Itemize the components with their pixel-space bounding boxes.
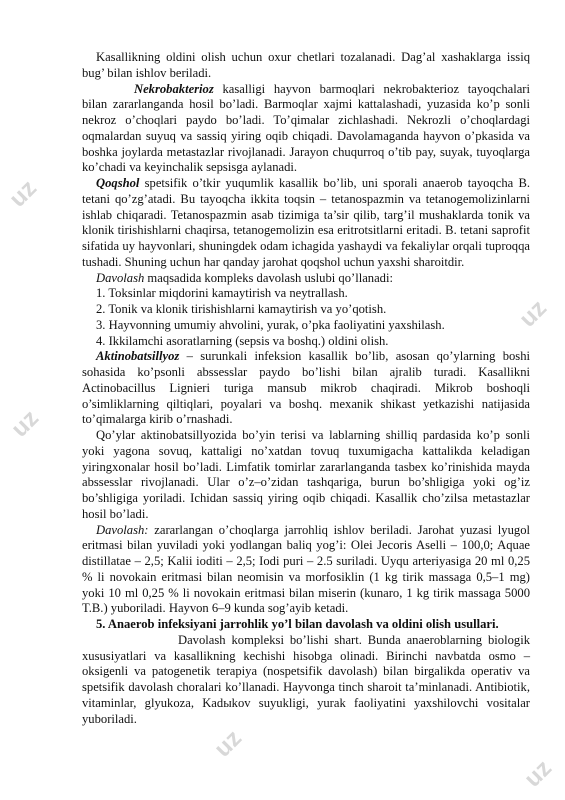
watermark: uz [519,754,557,793]
document-page [82,50,530,727]
term: Davolash [96,270,145,285]
term: Aktinobatsillyoz [96,349,180,364]
paragraph: Kasallikning oldini olish uchun oxur chetlari tozalanadi. Dag’al xashaklarga issiq bug’ bilan ishlov beriladi. [82,50,530,80]
paragraph-text: – surunkali infeksion kasallik bo’lib, asosan qo’ylarning boshi sohasida ko’psonli abssesslar paydo bo’lishi bilan ajralib turadi. Kasallikni Actinobacillus Lignieri turiga mansub mikrob chaqiradi. Mikrob boshoqli o’simliklarning qiltiqlari, poyalari va boshq. mexanik shikast yetkazishi natijasida to’qimalarga kirib o’rnashadi. [82,349,530,427]
watermark: uz [4,174,42,213]
paragraph-text: zararlangan o’choqlarga jarrohliq ishlov beriladi. Jarohat yuzasi lyugol eritmasi bilan yuviladi yoki yodlangan baliq yog’i: Olei Jecoris Aselli – 100,0; Aquae distillatae – 2,5; Kalii ioditi – 2,5; Iodi puri – 2.5 suriladi. Uyqu arteriyasiga 20 ml 0,25 % li novokain eritmasi bilan neomisin va morfosiklin (1 kg tirik massaga 0,5–1 mg) yoki 10 ml 0,25 % li novokain eritmasi bilan miserin (kunaro, 1 kg tirik massaga 5000 T.B.) yuboriladi. Hayvon 6–9 kunda sog’ayib ketadi. [82,522,530,616]
term: Davolash: [96,522,149,537]
watermark: uz [6,404,44,443]
section-heading: 5. Anaerob infeksiyani jarrohlik yo’l bilan davolash va oldini olish usullari. [96,617,499,631]
paragraph-nekrobakterioz [82,82,530,177]
paragraph: Davolash kompleksi bo’lishi shart. Bunda anaeroblarning biologik xususiyatlari va kasallikning kechishi hisobga olinadi. Birinchi navbatda osmo – oksigenli va patogenetik terapiya (nospetsifik davolash) bilan birgalikda operativ va spetsifik davolash choralari ko’llanadi. Hayvonga tinch sharoit ta’minlanadi. Antibiotik, vitaminlar, glyukoza, Kadыkov suyukligi, yurak faoliyatini yaxshilovchi vositalar yuboriladi. [82,632,530,726]
paragraph-qoqshol [82,176,530,271]
paragraph-text: spetsifik o’tkir yuqumlik kasallik bo’lib, uni sporali anaerob tayoqcha B. tetani qo’zg’atadi. Bu tayoqcha ikkita toqsin – tetanospazmin va tetanogemolizinlarni ishlab chiqaradi. Tetanospazmin asab tizimiga ta’sir qilib, targ’il mushaklarda tonik va klonik tirishishlarni chaqirsa, tetanogemolizin esa eritrotsitlarni eritadi. B. tetani saprofit sifatida uy hayvonlari, shuningdek odam ichagida yashaydi va fekaliylar orqali tuproqqa tushadi. Shuning uchun har qanday jarohat qoqshol uchun yaxshi sharoitdir. [82,176,530,269]
watermark: uz [209,724,247,763]
watermark: uz [514,294,552,333]
list-item: 4. Ikkilamchi asoratlarning (sepsis va boshq.) oldini olish. [96,333,389,348]
term: Nekrobakterioz [134,81,214,96]
paragraph-text: maqsadida kompleks davolash uslubi qo’llanadi: [144,270,393,285]
paragraph-aktinobatsillyoz [82,349,530,428]
list-item: 2. Tonik va klonik tirishishlarni kamaytirish va yo’qotish. [96,302,387,316]
paragraph-davolash-2 [82,523,530,618]
paragraph-davolash [82,271,530,287]
term: Qoqshol [96,176,140,190]
paragraph-text: kasalligi hayvon barmoqlari nekrobakterioz tayoqchalari bilan zararlanganda hosil bo’ladi. Barmoqlar xajmi kattalashadi, yuzasida ko’p sonli nekroz o’choqlari paydo bo’ladi. To’qimalar zichlashadi. Nekrozli o’choqlardagi oqmalardan suyuq va sassiq yiring oqib chiqadi. Davolamaganda hayvon o’pkasida va boshka joylarda metastazlar rivojlanadi. Jarayon chuqurroq o’tib pay, suyak, tuyoqlarga ko’chadi va keyinchalik sepsisga aylanadi. [82,81,530,175]
list-item: 3. Hayvonning umumiy ahvolini, yurak, o’pka faoliyatini yaxshilash. [96,317,445,332]
paragraph: Qo’ylar aktinobatsillyozida bo’yin terisi va lablarning shilliq pardasida ko’p sonli yoki yagona sovuq, kattaligi no’xatdan tovuq tuxumigacha kattalikda keladigan yiringxonalar hosil bo’ladi. Limfatik tomirlar zararlanganda tasbex ko’rinishida mayda abssesslar rivojlanadi. Ular o’z–o’zidan tashqariga, burun bo’shligiga yoki og’iz bo’shligiga yoriladi. Ichidan sassiq yiring oqib chiqadi. Kasallik cho’zilsa metastazlar hosil bo’ladi. [82,428,530,521]
list-item: 1. Toksinlar miqdorini kamaytirish va neytrallash. [96,286,348,301]
